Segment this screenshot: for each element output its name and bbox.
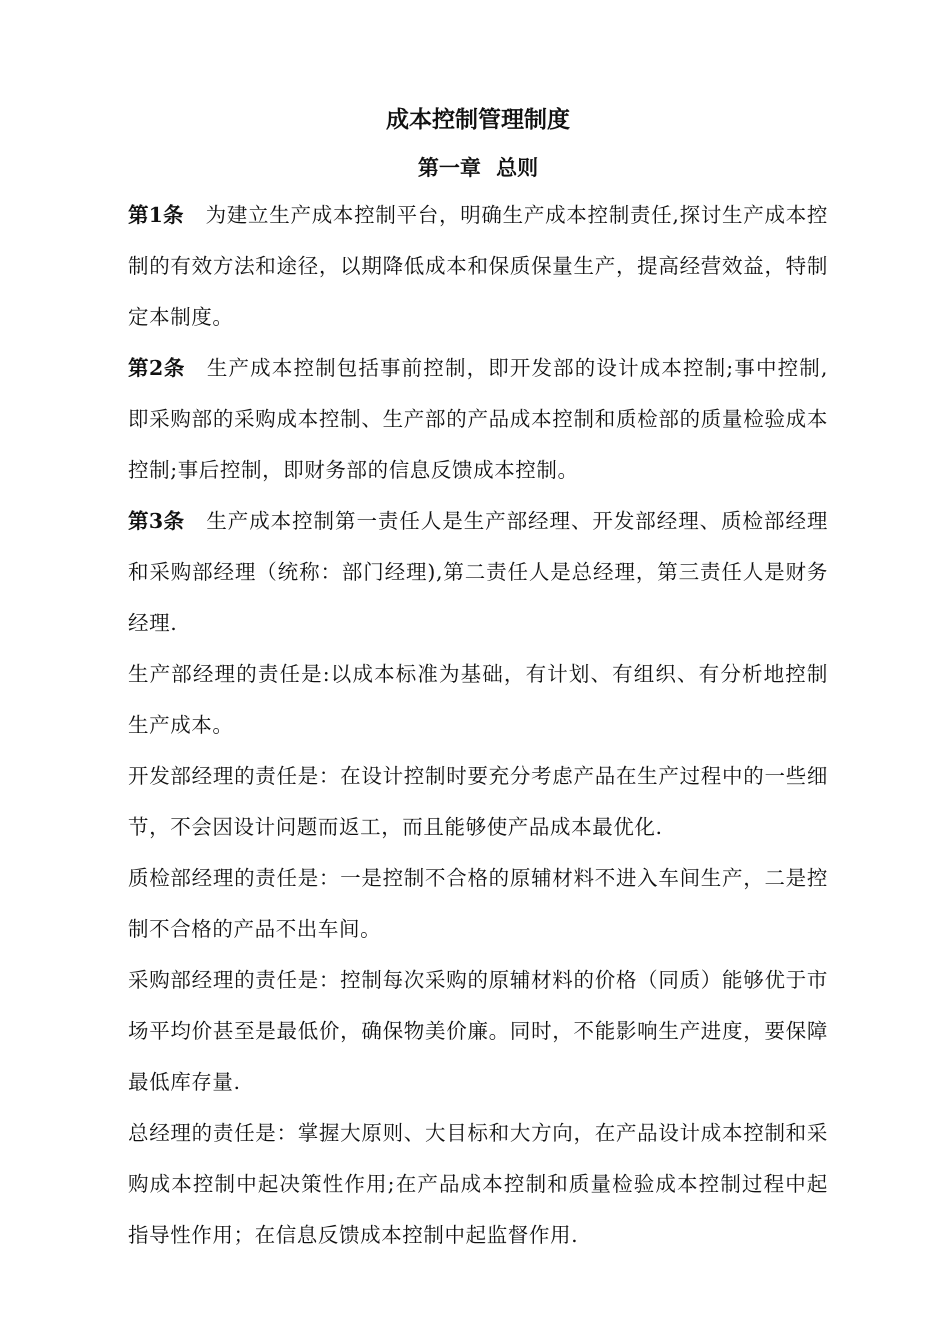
article-3-text: 生产成本控制第一责任人是生产部经理、开发部经理、质检部经理和采购部经理（统称：部门经理),第二责任人是总经理，第三责任人是财务经理. (128, 509, 828, 635)
article-3 (128, 496, 828, 649)
paragraph-development-manager: 开发部经理的责任是：在设计控制时要充分考虑产品在生产过程中的一些细节，不会因设计问题而返工，而且能够使产品成本最优化. (128, 764, 828, 839)
article-2 (128, 343, 828, 496)
article-1-text: 为建立生产成本控制平台，明确生产成本控制责任,探讨生产成本控制的有效方法和途径，以期降低成本和保质保量生产，提高经营效益，特制定本制度。 (128, 203, 829, 329)
article-1-label: 第1条 (128, 203, 184, 227)
paragraph-quality-manager: 质检部经理的责任是：一是控制不合格的原辅材料不进入车间生产，二是控制不合格的产品不出车间。 (128, 866, 828, 941)
paragraph-purchasing-manager: 采购部经理的责任是：控制每次采购的原辅材料的价格（同质）能够优于市场平均价甚至是最低价，确保物美价廉。同时，不能影响生产进度，要保障最低库存量. (128, 968, 828, 1094)
article-3-label: 第3条 (128, 509, 185, 533)
article-1 (128, 190, 828, 343)
paragraph-general-manager: 总经理的责任是：掌握大原则、大目标和大方向，在产品设计成本控制和采购成本控制中起决策性作用;在产品成本控制和质量检验成本控制过程中起指导性作用；在信息反馈成本控制中起监督作用. (128, 1121, 828, 1247)
document-title: 成本控制管理制度 (386, 106, 570, 133)
article-2-label: 第2条 (128, 356, 185, 380)
article-2-text: 生产成本控制包括事前控制，即开发部的设计成本控制;事中控制,即采购部的采购成本控制、生产部的产品成本控制和质检部的质量检验成本控制;事后控制，即财务部的信息反馈成本控制。 (128, 356, 829, 482)
chapter-heading: 第一章 总则 (417, 155, 539, 180)
paragraph-production-manager: 生产部经理的责任是:以成本标准为基础，有计划、有组织、有分析地控制生产成本。 (128, 662, 828, 737)
document-page (128, 100, 828, 1261)
